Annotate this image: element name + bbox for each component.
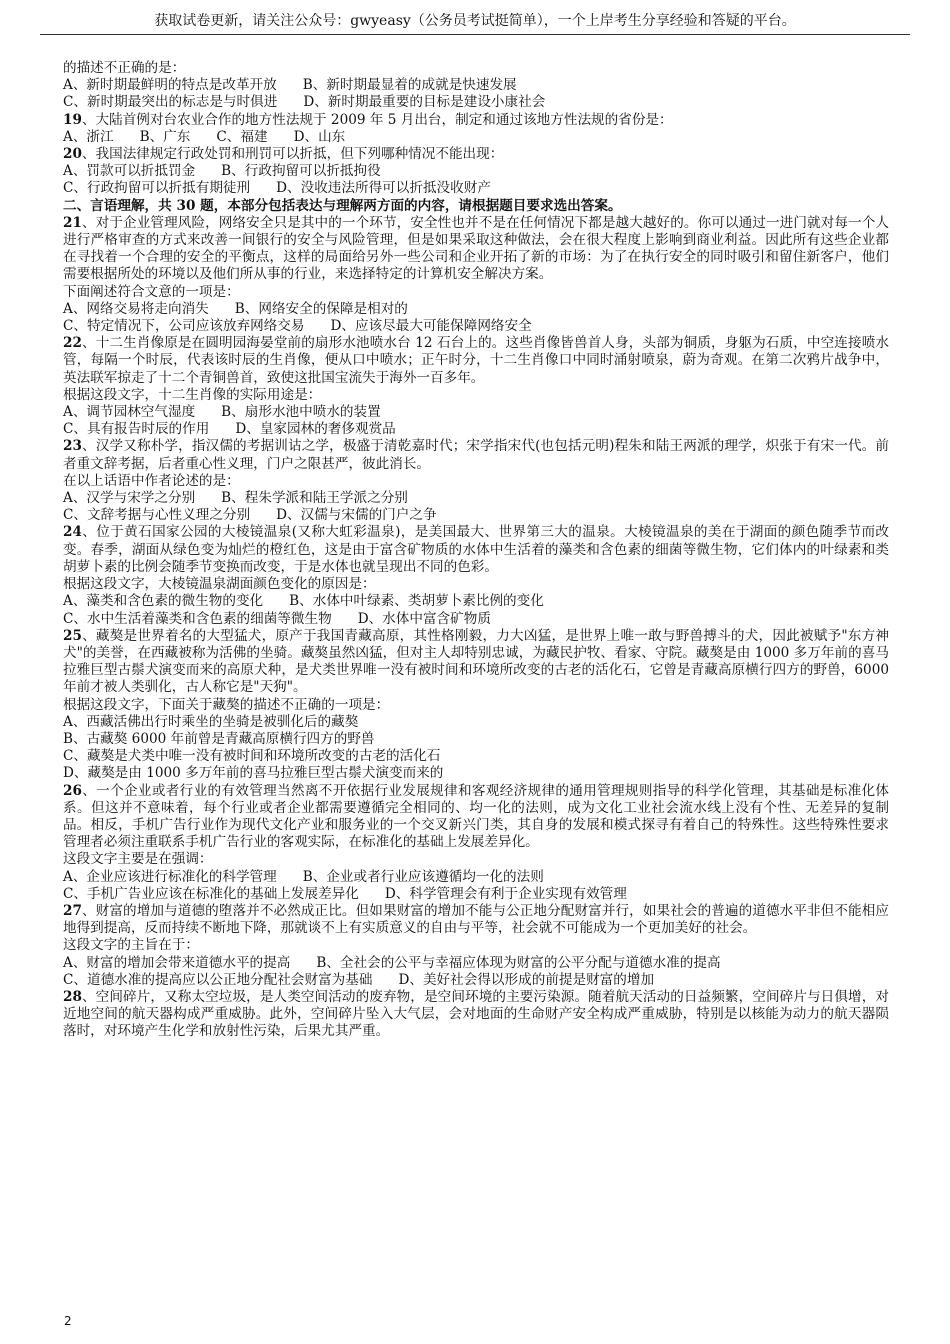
question-text: 、财富的增加与道德的堕落并不必然成正比。但如果财富的增加不能与公正地分配财富并行，如果社会的普遍的道德水平非但不能相应地得到提高，反而持续不断地下降，那就谈不上有实质意义的自由与平等，社会就不可能成为一个更加美好的社会。 [63, 902, 889, 937]
option-row [63, 129, 889, 146]
option-d: D、水体中富含矿物质 [357, 610, 491, 627]
option-b: B、程朱学派和陆王学派之分别 [221, 490, 408, 507]
page-number: 2 [64, 1314, 72, 1328]
option-d: D、汉儒与宋儒的门户之争 [276, 507, 437, 524]
question-prompt: 根据这段文字，大棱镜温泉湖面颜色变化的原因是： [63, 576, 376, 593]
question-number: 21 [63, 214, 82, 231]
question-number: 26 [63, 782, 82, 799]
question-text: 、大陆首例对台农业合作的地方性法规于 2009 年 5 月出台，制定和通过该地方性法规的省份是： [81, 111, 673, 128]
option-d: D、科学管理会有利于企业实现有效管理 [384, 885, 627, 902]
option-d: D、没收违法所得可以折抵没收财产 [276, 180, 491, 197]
option-a: A、罚款可以折抵罚金 [63, 163, 196, 180]
option-b: B、网络安全的保障是相对的 [234, 300, 408, 317]
option-b: B、广东 [139, 128, 191, 145]
question-number: 24 [63, 524, 82, 541]
option-c: C、行政拘留可以折抵有期徒刑 [63, 180, 251, 197]
option-c: C、藏獒是犬类中唯一没有被时间和环境所改变的古老的活化石 [63, 748, 441, 765]
option-row [63, 507, 889, 524]
question-text: 、一个企业或者行业的有效管理当然离不开依据行业发展规律和客观经济规律的通用管理规则指导的科学化管理，其基础是标准化体系。但这并不意味着，每个行业或者企业都需要遵循完全相同的、均一化的法则，成为文化工业社会流水线上没有个性、无差异的复制品。相反，手机广告行业作为现代文化产业和服务业的一个交叉新兴门类，其自身的发展和模式探寻有着自己的特殊性。这些特殊性要求管理者必须注重联系手机广告行业的客观实际，在标准化的基础上发展差异化。 [63, 782, 889, 851]
option-d: D、应该尽最大可能保障网络安全 [330, 318, 532, 335]
question-21 [63, 215, 889, 284]
question-number: 19 [63, 111, 82, 128]
question-25 [63, 628, 889, 697]
option-b: B、企业或者行业应该遵循均一化的法则 [302, 868, 544, 885]
option-row [63, 886, 889, 903]
option-c: C、手机广告业应该在标准化的基础上发展差异化 [63, 885, 359, 902]
option-row [63, 490, 889, 507]
option-a: A、藻类和含色素的微生物的变化 [63, 593, 264, 610]
option-a: A、新时期最鲜明的特点是改革开放 [63, 77, 277, 94]
option-row [63, 421, 889, 438]
option-row [63, 77, 889, 94]
question-prompt: 在以上话语中作者论述的是： [63, 472, 240, 489]
option-c: C、特定情况下，公司应该放弃网络交易 [63, 318, 305, 335]
option-row [63, 94, 889, 111]
question-27 [63, 903, 889, 937]
question-number: 28 [63, 988, 82, 1005]
q18-stem: 的描述不正确的是： [63, 60, 186, 76]
question-text: 、对于企业管理风险，网络安全只是其中的一个环节，安全性也并不是在任何情况下都是越大越好的。你可以通过一进门就对每一个人进行严格审查的方式来改善一间银行的安全与风险管理，但是如果采取这种做法，会在很大程度上影响到商业利益。因此所有这些企业都在寻找着一个合理的安全的平衡点，这样的局面给另外一些公司和企业开拓了新的市场：为了在执行安全的同时吸引和留住新客户，他们需要根据所处的环境以及他们所从事的行业，来选择特定的计算机安全解决方案。 [63, 214, 889, 283]
question-text: 、我国法律规定行政处罚和刑罚可以折抵，但下列哪种情况不能出现： [81, 146, 504, 163]
option-b: B、水体中叶绿素、类胡萝卜素比例的变化 [289, 593, 544, 610]
option-a: A、企业应该进行标准化的科学管理 [63, 868, 277, 885]
section-heading: 二、言语理解，共 30 题，本部分包括表达与理解两方面的内容，请根据题目要求选出答案。 [63, 197, 622, 214]
option-c: C、水中生活着藻类和含色素的细菌等微生物 [63, 610, 332, 627]
option-d: D、山东 [293, 128, 346, 145]
option-row [63, 301, 889, 318]
option-d: D、皇家园林的奢侈观赏品 [235, 421, 396, 438]
question-prompt: 这段文字主要是在强调： [63, 851, 213, 868]
question-text: 、空间碎片，又称太空垃圾，是人类空间活动的废弃物，是空间环境的主要污染源。随着航天活动的日益频繁，空间碎片与日俱增，对近地空间的航天器构成严重威胁。此外，空间碎片坠入大气层，会对地面的生命财产安全构成严重威胁，特别是以核能为动力的航天器陨落时，对环境产生化学和放射性污染，后果尤其严重。 [63, 988, 889, 1040]
question-number: 27 [63, 902, 82, 919]
option-row [63, 955, 889, 972]
option-c: C、文辞考据与心性义理之分别 [63, 507, 251, 524]
question-prompt: 这段文字的主旨在于： [63, 937, 199, 954]
option-b: B、新时期最显着的成就是快速发展 [302, 77, 517, 94]
option-b: B、全社会的公平与幸福应体现为财富的公平分配与道德水准的提高 [316, 954, 721, 971]
question-number: 22 [63, 335, 82, 352]
option-d: D、藏獒是由 1000 多万年前的喜马拉雅巨型古鬃犬演变而来的 [63, 765, 444, 782]
page-header: 获取试卷更新，请关注公众号：gwyeasy（公务员考试挺简单），一个上岸考生分享经验和答疑的平台。 [40, 8, 910, 35]
option-a: A、网络交易将走向消失 [63, 300, 209, 317]
question-20 [63, 146, 889, 163]
question-prompt: 根据这段文字，下面关于藏獒的描述不正确的一项是： [63, 696, 390, 713]
option-row [63, 318, 889, 335]
option-a: A、财富的增加会带来道德水平的提高 [63, 954, 291, 971]
option-row [63, 163, 889, 180]
question-prompt: 下面阐述符合文意的一项是： [63, 283, 240, 300]
option-c: C、新时期最突出的标志是与时俱进 [63, 94, 278, 111]
option-row [63, 611, 889, 628]
question-text: 、十二生肖像原是在圆明园海晏堂前的扇形水池喷水台 12 石台上的。这些肖像皆兽首人身，头部为铜质，身躯为石质，中空连接喷水管，每隔一个时辰，代表该时辰的生肖像，便从口中喷水；正午时分，十二生肖像口中同时涌射喷泉，蔚为奇观。在第二次鸦片战争中，英法联军掠走了十二个青铜兽首，致使这批国宝流失于海外一百多年。 [63, 335, 889, 386]
question-prompt: 根据这段文字，十二生肖像的实际用途是： [63, 386, 322, 403]
page-content [63, 60, 889, 1041]
question-text: 、藏獒是世界着名的大型猛犬，原产于我国青藏高原，其性格刚毅，力大凶猛，是世界上唯一敢与野兽搏斗的犬，因此被赋予"东方神犬"的美誉，在西藏被称为活佛的坐骑。藏獒虽然凶猛，但对主人却特别忠诚，为藏民护牧、看家、守院。藏獒是由 1000 多万年前的喜马拉雅巨型古鬃犬演变而来的高原犬种，是犬类世界唯一没有被时间和环境所改变的古老的活化石，它曾是青藏高原横行四方的野兽，6000 年前才被人类驯化，古人称它是"天狗"。 [63, 627, 889, 696]
question-22 [63, 335, 889, 387]
option-a: A、西藏活佛出行时乘坐的坐骑是被驯化后的藏獒 [63, 713, 359, 730]
option-b: B、行政拘留可以折抵拘役 [221, 163, 381, 180]
question-text: 、汉学又称朴学，指汉儒的考据训诂之学，极盛于清乾嘉时代；宋学指宋代(也包括元明)程朱和陆王两派的理学，炽张于有宋一代。前者重文辞考据，后者重心性义理，门户之限甚严，彼此消长。 [63, 438, 889, 472]
question-23 [63, 438, 889, 472]
question-number: 20 [63, 146, 82, 163]
option-a: A、汉学与宋学之分别 [63, 490, 196, 507]
option-c: C、道德水准的提高应以公正地分配社会财富为基础 [63, 971, 373, 988]
option-d: D、新时期最重要的目标是建设小康社会 [303, 94, 546, 111]
question-28 [63, 989, 889, 1041]
option-row [63, 593, 889, 610]
option-row [63, 404, 889, 421]
option-row [63, 869, 889, 886]
option-b: B、古藏獒 6000 年前曾是青藏高原横行四方的野兽 [63, 730, 375, 747]
option-row [63, 972, 889, 989]
question-number: 25 [63, 627, 82, 644]
question-text: 、位于黄石国家公园的大棱镜温泉(又称大虹彩温泉)，是美国最大、世界第三大的温泉。大棱镜温泉的美在于湖面的颜色随季节而改变。春季，湖面从绿色变为灿烂的橙红色，这是由于富含矿物质的水体中生活着的藻类和含色素的细菌等微生物，它们体内的叶绿素和类胡萝卜素的比例会随季节变换而改变，于是水体也就呈现出不同的色彩。 [63, 524, 889, 575]
option-d: D、美好社会得以形成的前提是财富的增加 [398, 971, 655, 988]
option-b: B、扇形水池中喷水的装置 [221, 404, 381, 421]
option-c: C、福建 [216, 128, 268, 145]
option-a: A、调节园林空气湿度 [63, 404, 196, 421]
option-c: C、具有报告时辰的作用 [63, 421, 210, 438]
question-number: 23 [63, 438, 82, 455]
question-26 [63, 783, 889, 852]
option-a: A、浙江 [63, 128, 114, 145]
question-24 [63, 524, 889, 576]
option-row [63, 180, 889, 197]
question-19 [63, 112, 889, 129]
